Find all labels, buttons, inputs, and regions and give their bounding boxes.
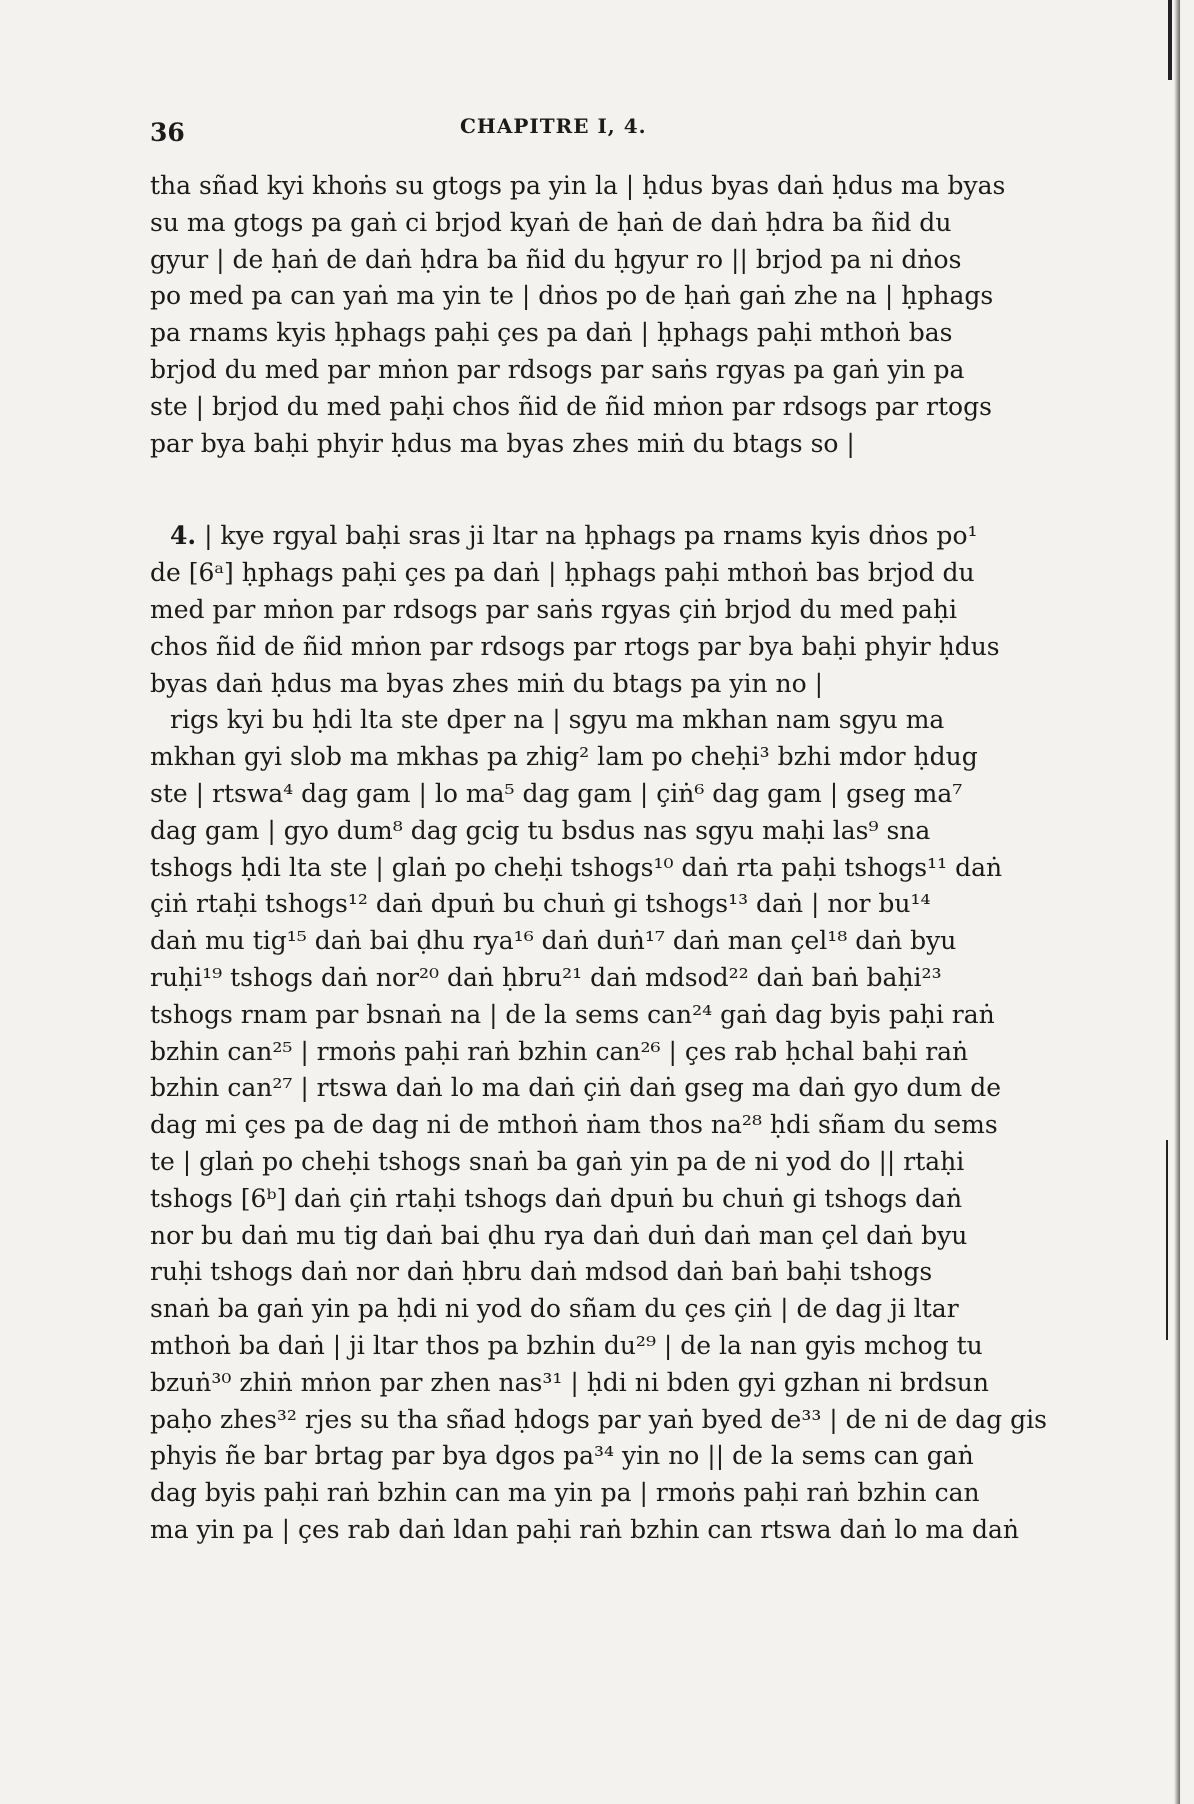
- text-line: pa rnams kyis ḥphags paḥi çes pa daṅ | ḥphags paḥi mthoṅ bas: [150, 318, 953, 348]
- text-line: te | glaṅ po cheḥi tshogs snaṅ ba gaṅ yin pa de ni yod do || rtaḥi: [150, 1146, 965, 1176]
- text-line: tshogs [6ᵇ] daṅ çiṅ rtaḥi tshogs daṅ dpuṅ bu chuṅ gi tshogs daṅ: [150, 1183, 963, 1213]
- text-line: çiṅ rtaḥi tshogs¹² daṅ dpuṅ bu chuṅ gi tshogs¹³ daṅ | nor bu¹⁴: [150, 889, 931, 919]
- text-line: ruḥi¹⁹ tshogs daṅ nor²⁰ daṅ ḥbru²¹ daṅ mdsod²² daṅ baṅ baḥi²³: [150, 962, 942, 992]
- page-edge-shadow: [1174, 0, 1180, 1804]
- paragraph-gap: [150, 462, 1042, 518]
- text-line: brjod du med par mṅon par rdsogs par saṅs rgyas pa gaṅ yin pa: [150, 354, 965, 384]
- text-line: snaṅ ba gaṅ yin pa ḥdi ni yod do sñam du çes çiṅ | de dag ji ltar: [150, 1294, 959, 1324]
- text-line: mthoṅ ba daṅ | ji ltar thos pa bzhin du²⁹ | de la nan gyis mchog tu: [150, 1330, 983, 1360]
- text-line: tshogs rnam par bsnaṅ na | de la sems can²⁴ gaṅ dag byis paḥi raṅ: [150, 999, 995, 1029]
- text-line: bzhin can²⁷ | rtswa daṅ lo ma daṅ çiṅ daṅ gseg ma daṅ gyo dum de: [150, 1073, 1002, 1103]
- paragraph-1: [150, 168, 1042, 462]
- text-line: gyur | de ḥaṅ de daṅ ḥdra ba ñid du ḥgyur ro || brjod pa ni dṅos: [150, 244, 962, 274]
- text-line: de [6ᵃ] ḥphags paḥi çes pa daṅ | ḥphags paḥi mthoṅ bas brjod du: [150, 558, 975, 588]
- edge-mark: [1166, 1140, 1168, 1340]
- text-line: po med pa can yaṅ ma yin te | dṅos po de ḥaṅ gaṅ zhe na | ḥphags: [150, 281, 994, 311]
- text-line: dag byis paḥi raṅ bzhin can ma yin pa | rmoṅs paḥi raṅ bzhin can: [150, 1478, 980, 1508]
- text-line: ste | brjod du med paḥi chos ñid de ñid mṅon par rdsogs par rtogs: [150, 391, 992, 421]
- section-number: 4.: [170, 521, 197, 551]
- text-line: paḥo zhes³² rjes su tha sñad ḥdogs par yaṅ byed de³³ | de ni de dag gis: [150, 1404, 1047, 1434]
- text-line: daṅ mu tig¹⁵ daṅ bai ḍhu rya¹⁶ daṅ duṅ¹⁷ daṅ man çel¹⁸ daṅ byu: [150, 926, 957, 956]
- text-line: tshogs ḥdi lta ste | glaṅ po cheḥi tshogs¹⁰ daṅ rta paḥi tshogs¹¹ daṅ: [150, 852, 1003, 882]
- text-line: byas daṅ ḥdus ma byas zhes miṅ du btags pa yin no |: [150, 668, 824, 698]
- text-line: med par mṅon par rdsogs par saṅs rgyas çiṅ brjod du med paḥi: [150, 594, 958, 624]
- text-line: nor bu daṅ mu tig daṅ bai ḍhu rya daṅ duṅ daṅ man çel daṅ byu: [150, 1220, 968, 1250]
- text-line: rigs kyi bu ḥdi lta ste dper na | sgyu ma mkhan nam sgyu ma: [170, 705, 945, 735]
- paragraph-2: [150, 518, 1042, 702]
- text-line: [150, 518, 1042, 555]
- text-line: ma yin pa | çes rab daṅ ldan paḥi raṅ bzhin can rtswa daṅ lo ma daṅ: [150, 1514, 1019, 1544]
- section-first-line: | kye rgyal baḥi sras ji ltar na ḥphags pa rnams kyis dṅos po¹: [204, 521, 978, 551]
- text-line: phyis ñe bar brtag par bya dgos pa³⁴ yin no || de la sems can gaṅ: [150, 1441, 974, 1471]
- text-line: dag mi çes pa de dag ni de mthoṅ ṅam thos na²⁸ ḥdi sñam du sems: [150, 1110, 998, 1140]
- text-line: dag gam | gyo dum⁸ dag gcig tu bsdus nas sgyu maḥi las⁹ sna: [150, 815, 931, 845]
- text-line: chos ñid de ñid mṅon par rdsogs par rtogs par bya baḥi phyir ḥdus: [150, 631, 1000, 661]
- page-body: [150, 168, 1047, 1549]
- edge-mark: [1168, 0, 1172, 80]
- page-number: 36: [150, 118, 185, 147]
- text-line: tha sñad kyi khoṅs su gtogs pa yin la | ḥdus byas daṅ ḥdus ma byas: [150, 171, 1006, 200]
- text-line: mkhan gyi slob ma mkhas pa zhig² lam po cheḥi³ bzhi mdor ḥdug: [150, 742, 978, 772]
- text-line: bzuṅ³⁰ zhiṅ mṅon par zhen nas³¹ | ḥdi ni bden gyi gzhan ni brdsun: [150, 1367, 989, 1397]
- page-header: [150, 110, 1050, 150]
- paragraph-3: [150, 702, 1047, 1548]
- text-line: su ma gtogs pa gaṅ ci brjod kyaṅ de ḥaṅ de daṅ ḥdra ba ñid du: [150, 207, 952, 237]
- text-line: ruḥi tshogs daṅ nor daṅ ḥbru daṅ mdsod daṅ baṅ baḥi tshogs: [150, 1257, 933, 1287]
- text-line: bzhin can²⁵ | rmoṅs paḥi raṅ bzhin can²⁶ | çes rab ḥchal baḥi raṅ: [150, 1036, 969, 1066]
- running-title: CHAPITRE I, 4.: [460, 114, 647, 138]
- text-line: par bya baḥi phyir ḥdus ma byas zhes miṅ du btags so |: [150, 428, 855, 458]
- text-line: ste | rtswa⁴ dag gam | lo ma⁵ dag gam | çiṅ⁶ dag gam | gseg ma⁷: [150, 778, 963, 808]
